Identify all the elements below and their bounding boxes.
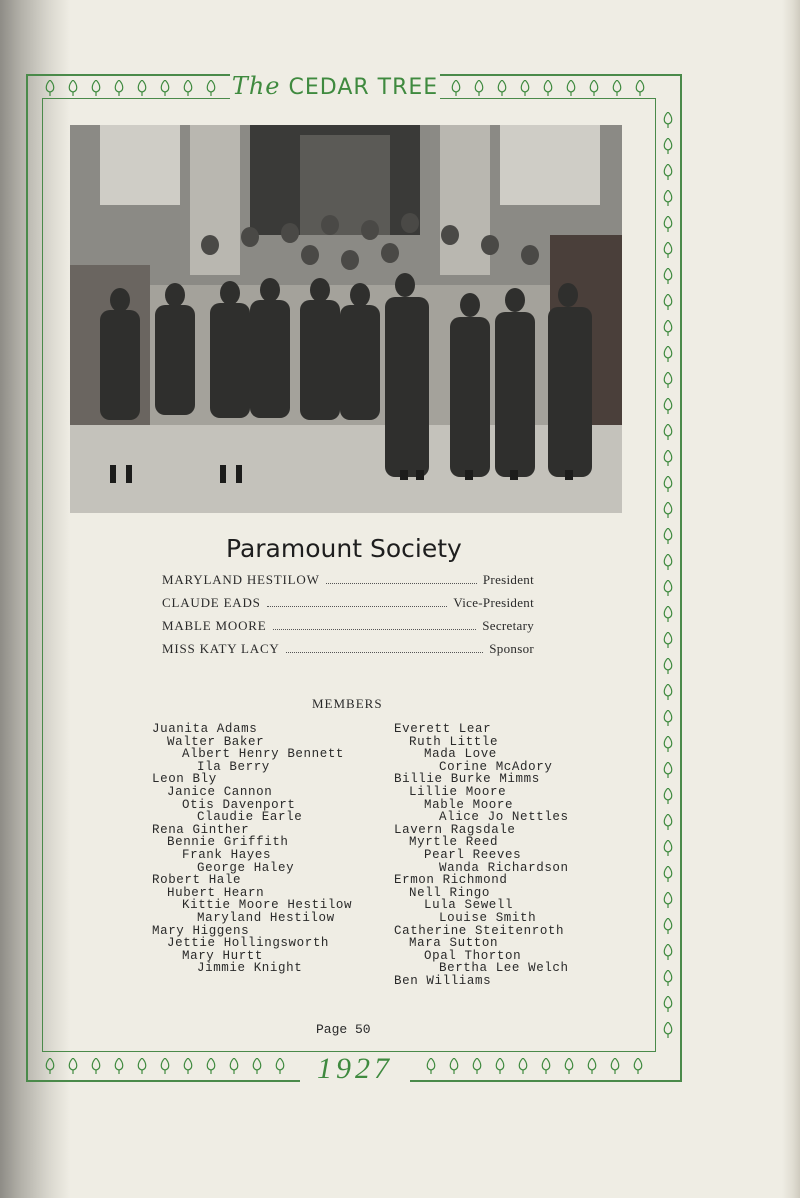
- tree-icon: [113, 80, 125, 96]
- tree-icon: [662, 242, 674, 258]
- officer-name: CLAUDE EADS: [162, 595, 261, 610]
- member-name: Robert Hale: [152, 873, 242, 888]
- member-name: Albert Henry Bennett: [182, 747, 345, 762]
- officer-row: [162, 593, 534, 611]
- member-name: Wanda Richardson: [439, 860, 569, 875]
- tree-icon: [662, 346, 674, 362]
- officer-name: MISS KATY LACY: [162, 641, 280, 656]
- tree-icon: [251, 1058, 263, 1074]
- tree-icon: [494, 1058, 506, 1074]
- tree-icon: [450, 80, 462, 96]
- tree-icon: [662, 736, 674, 752]
- tree-icon: [44, 1058, 56, 1074]
- tree-icon: [113, 1058, 125, 1074]
- member-name: Jimmie Knight: [197, 961, 303, 976]
- member-name: Mary Higgens: [152, 923, 250, 938]
- tree-icon: [540, 1058, 552, 1074]
- tree-icon: [586, 1058, 598, 1074]
- member-name: Frank Hayes: [182, 848, 272, 862]
- member-name: Opal Thorton: [424, 948, 522, 963]
- tree-icon: [609, 1058, 621, 1074]
- officer-name: MABLE MOORE: [162, 618, 267, 633]
- member-name: Otis Davenport: [182, 797, 296, 812]
- tree-icon: [662, 216, 674, 232]
- tree-icon: [90, 80, 102, 96]
- tree-icon: [496, 80, 508, 96]
- tree-icon: [44, 80, 56, 96]
- tree-icon: [67, 80, 79, 96]
- page-number: Page 50: [316, 1022, 371, 1037]
- tree-icon: [662, 554, 674, 570]
- tree-icon: [473, 80, 485, 96]
- tree-icon: [662, 138, 674, 154]
- tree-icon: [662, 684, 674, 700]
- tree-icon: [611, 80, 623, 96]
- tree-icon: [662, 164, 674, 180]
- tree-icon: [662, 580, 674, 596]
- officer-role: Sponsor: [489, 641, 534, 656]
- tree-icon: [662, 658, 674, 674]
- tree-icon: [662, 294, 674, 310]
- tree-icon: [205, 80, 217, 96]
- tree-icon: [182, 1058, 194, 1074]
- member-name: Claudie Earle: [197, 810, 303, 825]
- tree-icon: [662, 450, 674, 466]
- tree-icon: [662, 970, 674, 986]
- tree-icon: [519, 80, 531, 96]
- member-name: Everett Lear: [394, 722, 492, 736]
- tree-icon: [662, 762, 674, 778]
- header-the: The: [231, 72, 281, 100]
- tree-icon: [205, 1058, 217, 1074]
- tree-icon: [662, 112, 674, 128]
- tree-icon: [662, 268, 674, 284]
- tree-icon: [662, 320, 674, 336]
- tree-icon: [662, 788, 674, 804]
- tree-icon: [662, 996, 674, 1012]
- tree-icon: [542, 80, 554, 96]
- leader-dots: [326, 583, 477, 584]
- tree-icon: [662, 606, 674, 622]
- yearbook-header: [230, 72, 440, 102]
- officer-name: MARYLAND HESTILOW: [162, 572, 320, 587]
- tree-icon: [90, 1058, 102, 1074]
- tree-icon: [136, 1058, 148, 1074]
- member-name: Lavern Ragsdale: [394, 822, 516, 837]
- tree-icon: [563, 1058, 575, 1074]
- member-name: George Haley: [197, 860, 295, 875]
- tree-icon: [565, 80, 577, 96]
- header-title: CEDAR TREE: [288, 75, 439, 100]
- tree-icon: [662, 892, 674, 908]
- tree-icon: [274, 1058, 286, 1074]
- member-name: Juanita Adams: [152, 722, 258, 736]
- footer-year: 1927: [300, 1052, 410, 1086]
- officer-role: President: [482, 572, 534, 587]
- tree-icon: [662, 710, 674, 726]
- tree-icon: [662, 814, 674, 830]
- page-title: Paramount Society: [226, 534, 462, 563]
- member-name: Rena Ginther: [152, 822, 250, 837]
- member-name: Maryland Hestilow: [197, 911, 335, 925]
- tree-icon: [517, 1058, 529, 1074]
- member-name: Corine McAdory: [439, 759, 553, 774]
- member-name: Louise Smith: [439, 911, 537, 925]
- tree-icon: [662, 424, 674, 440]
- member-name: Pearl Reeves: [424, 848, 522, 862]
- tree-icon: [662, 502, 674, 518]
- tree-icon: [662, 840, 674, 856]
- tree-icon: [662, 398, 674, 414]
- officer-role: Secretary: [482, 618, 534, 633]
- tree-icon: [634, 80, 646, 96]
- member-name: Nell Ringo: [409, 885, 491, 900]
- tree-icon: [662, 918, 674, 934]
- tree-icon: [228, 1058, 240, 1074]
- tree-icon: [182, 80, 194, 96]
- member-name: Billie Burke Mimms: [394, 772, 540, 787]
- tree-icon: [159, 80, 171, 96]
- officer-role: Vice-President: [453, 595, 534, 610]
- tree-icon: [662, 632, 674, 648]
- tree-icon: [662, 1022, 674, 1038]
- member-name: Mable Moore: [424, 797, 514, 812]
- member-name: Ermon Richmond: [394, 873, 508, 888]
- tree-icon: [662, 372, 674, 388]
- member-name: Ila Berry: [197, 759, 270, 774]
- tree-icon: [67, 1058, 79, 1074]
- member-name: Ruth Little: [409, 734, 499, 749]
- tree-icon: [136, 80, 148, 96]
- member-name: Myrtle Reed: [409, 835, 499, 850]
- tree-icon: [159, 1058, 171, 1074]
- leader-dots: [273, 629, 477, 630]
- group-photo-icon: [70, 125, 622, 513]
- member-name: Jettie Hollingsworth: [167, 936, 330, 951]
- officer-row: [162, 639, 534, 657]
- tree-icon: [588, 80, 600, 96]
- tree-icon: [662, 944, 674, 960]
- member-name: Lula Sewell: [424, 898, 514, 913]
- member-name: Kittie Moore Hestilow: [182, 898, 353, 913]
- member-name: Mada Love: [424, 747, 497, 762]
- tree-icon: [425, 1058, 437, 1074]
- tree-icon: [662, 528, 674, 544]
- member-name: Mara Sutton: [409, 936, 499, 951]
- members-heading: MEMBERS: [312, 696, 383, 711]
- leader-dots: [286, 652, 484, 653]
- tree-icon: [662, 866, 674, 882]
- member-name: Lillie Moore: [409, 785, 507, 799]
- tree-icon: [471, 1058, 483, 1074]
- group-photo: [70, 125, 622, 513]
- tree-icon: [662, 190, 674, 206]
- member-name: Bertha Lee Welch: [439, 961, 569, 976]
- tree-icon: [662, 476, 674, 492]
- member-name: Janice Cannon: [167, 785, 273, 799]
- page-edge: [782, 0, 800, 1198]
- member-name: Bennie Griffith: [167, 835, 289, 850]
- officer-row: [162, 616, 534, 634]
- tree-icon: [632, 1058, 644, 1074]
- officer-row: [162, 570, 534, 588]
- member-name: Leon Bly: [152, 772, 217, 787]
- member-name: Catherine Steitenroth: [394, 923, 565, 938]
- member-name: Walter Baker: [167, 734, 265, 749]
- member-name: Alice Jo Nettles: [439, 810, 569, 825]
- member-name: Hubert Hearn: [167, 885, 265, 900]
- member-name: Mary Hurtt: [182, 948, 264, 963]
- member-name: Ben Williams: [394, 974, 492, 988]
- leader-dots: [267, 606, 448, 607]
- tree-icon: [448, 1058, 460, 1074]
